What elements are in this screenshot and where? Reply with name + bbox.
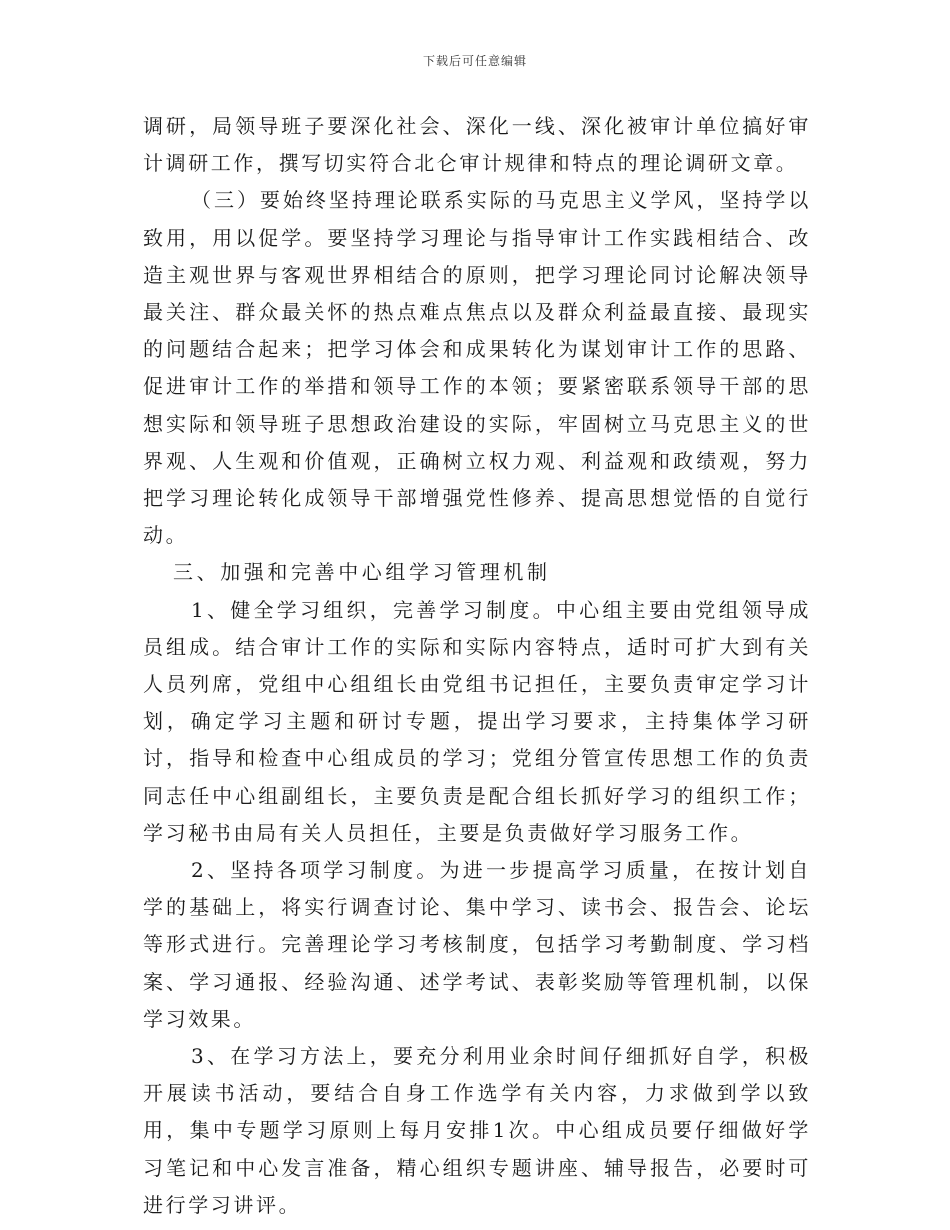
paragraph-study-organization: 1、健全学习组织，完善学习制度。中心组主要由党组领导成员组成。结合审计工作的实际和实际内容特点，适时可扩大到有关人员列席，党组中心组组长由党组书记担任，主要负责审定学习计划，确定学习主题和研讨专题，提出学习要求，主持集体学习研讨，指导和检查中心组成员的学习；党组分管宣传思想工作的负责同志任中心组副组长，主要负责是配合组长抓好学习的组织工作；学习秘书由局有关人员担任，主要是负责做好学习服务工作。 [143, 597, 811, 845]
paragraph-study-method: 3、在学习方法上，要充分利用业余时间仔细抓好自学，积极开展读书活动，要结合自身工作选学有关内容，力求做到学以致用，集中专题学习原则上每月安排1次。中心组成员要仔细做好学习笔记和中心发言准备，精心组织专题讲座、辅导报告，必要时可进行学习讲评。 [143, 1044, 811, 1217]
paragraph-item-three-study-style: （三）要始终坚持理论联系实际的马克思主义学风，坚持学以致用，用以促学。要坚持学习理论与指导审计工作实践相结合、改造主观世界与客观世界相结合的原则，把学习理论同讨论解决领导最关注、群众最关怀的热点难点焦点以及群众利益最直接、最现实的问题结合起来；把学习体会和成果转化为谋划审计工作的思路、促进审计工作的举措和领导工作的本领；要紧密联系领导干部的思想实际和领导班子思想政治建设的实际，牢固树立马克思主义的世界观、人生观和价值观，正确树立权力观、利益观和政绩观，努力把学习理论转化成领导干部增强党性修养、提高思想觉悟的自觉行动。 [143, 188, 811, 548]
paragraph-research-continuation: 调研，局领导班子要深化社会、深化一线、深化被审计单位搞好审计调研工作，撰写切实符合北仑审计规律和特点的理论调研文章。 [143, 114, 811, 176]
paragraph-study-system: 2、坚持各项学习制度。为进一步提高学习质量，在按计划自学的基础上，将实行调查讨论、集中学习、读书会、报告会、论坛等形式进行。完善理论学习考核制度，包括学习考勤制度、学习档案、学习通报、经验沟通、述学考试、表彰奖励等管理机制，以保学习效果。 [143, 858, 811, 1031]
document-body [143, 108, 811, 1224]
page-header: 下载后可任意编辑 [422, 54, 527, 68]
section-heading-management-mechanism: 三、加强和完善中心组学习管理机制 [173, 560, 551, 585]
